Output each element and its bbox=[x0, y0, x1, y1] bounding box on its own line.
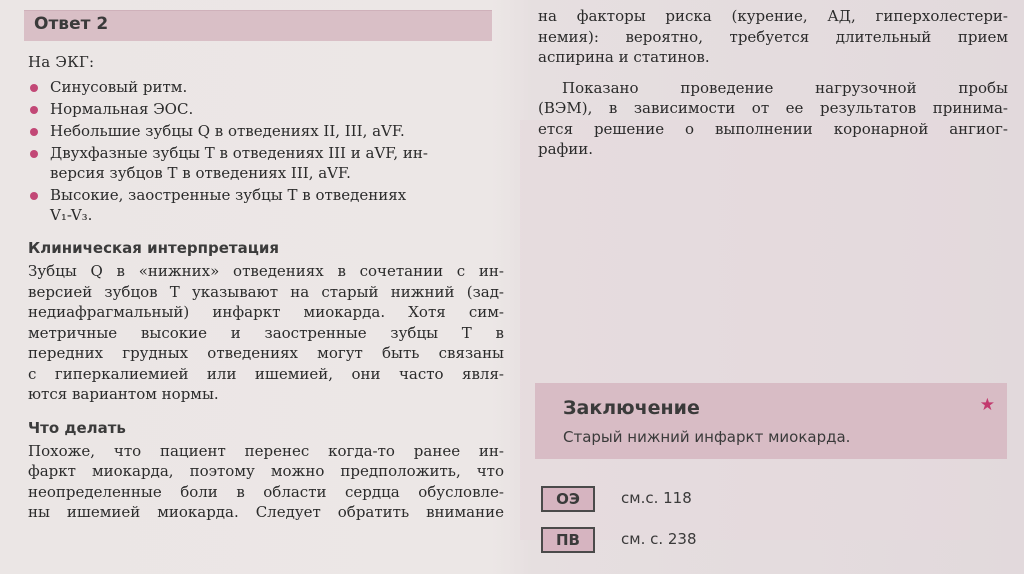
todo-heading: Что делать bbox=[28, 418, 126, 437]
right-column bbox=[538, 6, 1008, 160]
conclusion-box bbox=[535, 383, 1007, 459]
clinical-paragraph: Зубцы Q в «нижних» отведениях в сочетании с ин- версией зубцов T указывают на старый нижний (зад- недиафрагмальный) инфаркт миокарда. Хотя сим- метричные высокие и заостренные зубцы T в передних грудных отведениях могут быть связаны с гиперкалиемией или ишемией, они часто явля- ются вариантом нормы. bbox=[28, 262, 504, 403]
list-item: Небольшие зубцы Q в отведениях II, III, aVF. bbox=[24, 121, 504, 141]
stress-test-paragraph: Показано проведение нагрузочной пробы (ВЭМ), в зависимости от ее результатов принима- ется решение о выполнении коронарной ангиог- рафии. bbox=[538, 78, 1008, 158]
bullet-icon bbox=[30, 192, 38, 200]
list-item: Высокие, заостренные зубцы T в отведениях V₁-V₃. bbox=[24, 185, 504, 225]
findings-list bbox=[24, 77, 504, 225]
conclusion-title: Заключение bbox=[563, 397, 700, 419]
pv-badge: ПВ bbox=[541, 527, 595, 553]
list-item: Синусовый ритм. bbox=[24, 77, 504, 97]
reference-text: см. с. 238 bbox=[621, 530, 697, 548]
list-item: Нормальная ЭОС. bbox=[24, 99, 504, 119]
ekg-label: На ЭКГ: bbox=[28, 53, 95, 71]
oe-badge: ОЭ bbox=[541, 486, 595, 512]
bullet-icon bbox=[30, 128, 38, 136]
bullet-icon bbox=[30, 150, 38, 158]
todo-paragraph: Похоже, что пациент перенес когда-то ранее ин- фаркт миокарда, поэтому можно предположить, что неопределенные боли в области сердца обусловле- ны ишемией миокарда. Следует обратить внимание bbox=[28, 441, 504, 521]
reference-text: см.с. 118 bbox=[621, 489, 692, 507]
left-column bbox=[24, 10, 504, 523]
answer-header-bar bbox=[24, 10, 492, 41]
bullet-icon bbox=[30, 84, 38, 92]
list-item: Двухфазные зубцы T в отведениях III и aVF, ин- версия зубцов T в отведениях III, aVF. bbox=[24, 143, 504, 183]
answer-title: Ответ 2 bbox=[34, 14, 109, 34]
clinical-heading: Клиническая интерпретация bbox=[28, 239, 279, 257]
bullet-icon bbox=[30, 106, 38, 114]
bleed-through-panel bbox=[520, 120, 970, 540]
continuation-paragraph: на факторы риска (курение, АД, гиперхолестери- немия): вероятно, требуется длительный прием аспирина и статинов. bbox=[538, 7, 1008, 66]
star-icon: ★ bbox=[979, 395, 995, 415]
conclusion-text: Старый нижний инфаркт миокарда. bbox=[563, 428, 851, 446]
